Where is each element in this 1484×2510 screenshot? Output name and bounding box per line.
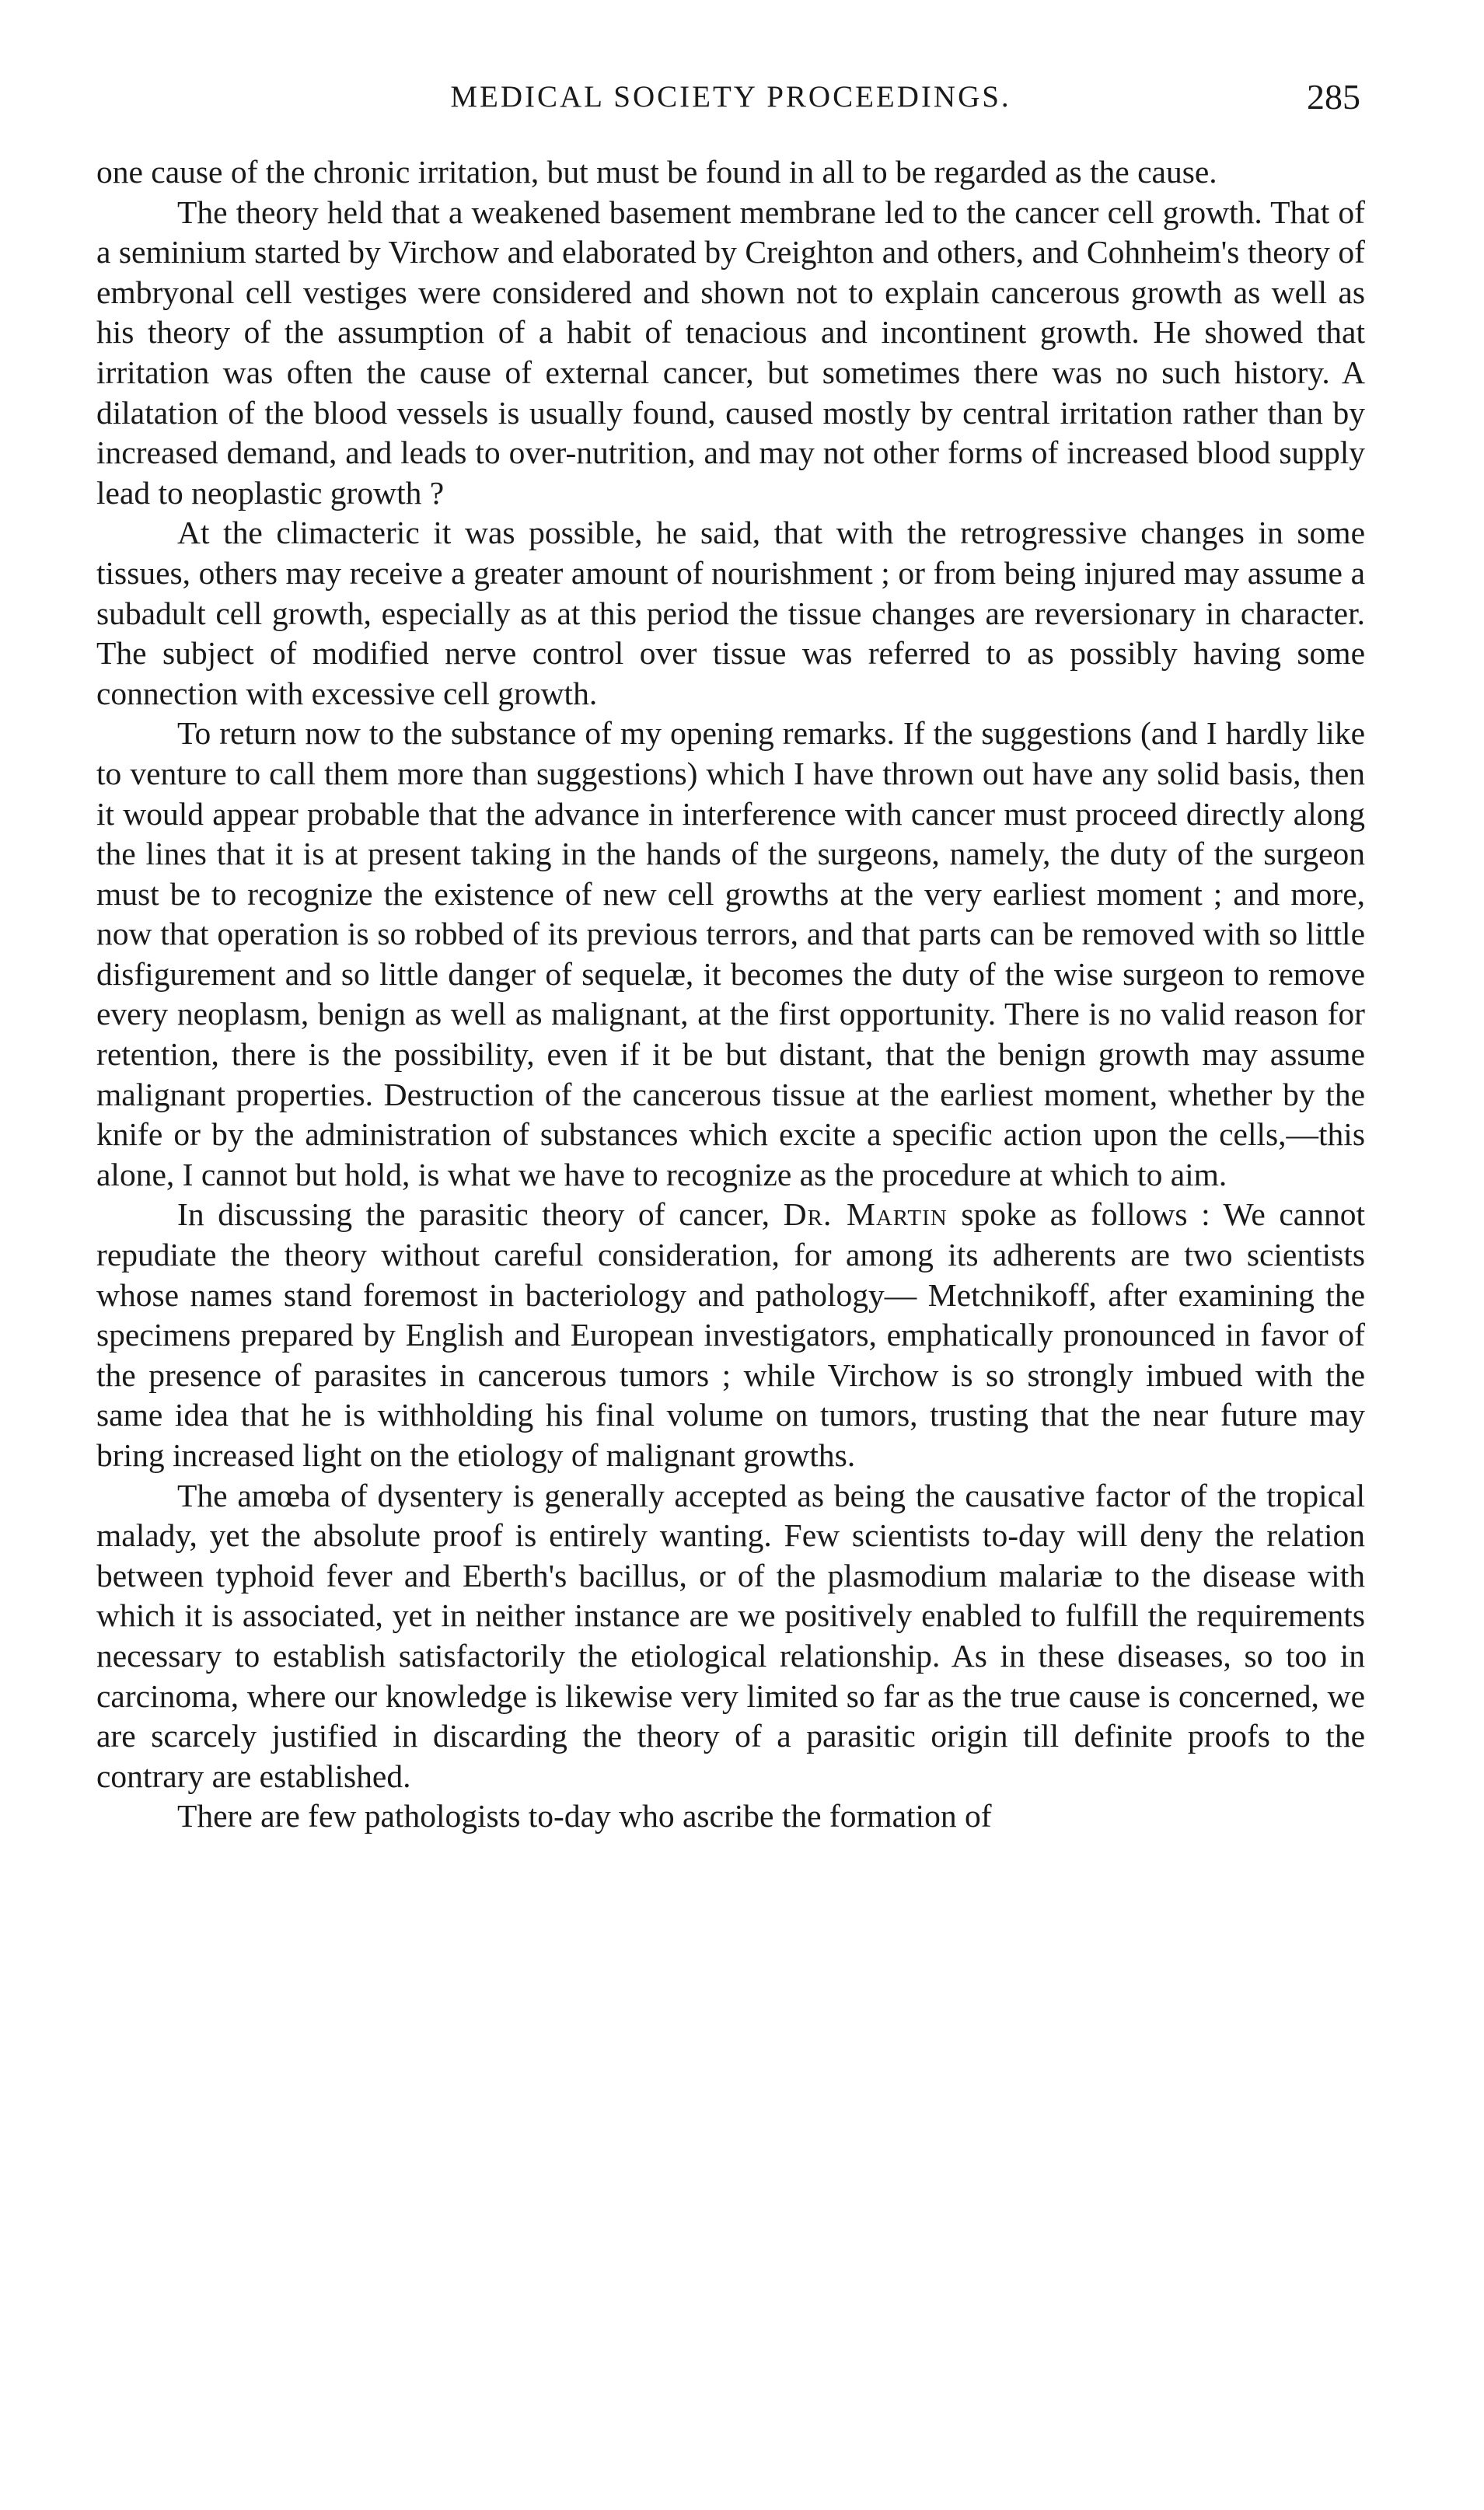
paragraph-text: one cause of the chronic irritation, but must be found in all to be regarded as the cause. [96,154,1217,190]
paragraph-theory [96,193,1365,514]
paragraph-text: To return now to the substance of my opening remarks. If the suggestions (and I hardly like to venture to call them more than suggestions) which I have thrown out have any solid basis, then it would appear probable that the advance in interference with cancer must proceed directly along the lines that it is at present taking in the hands of the surgeons, namely, the duty of the surgeon must be to recognize the existence of new cell growths at the very earliest moment ; and more, now that operation is so robbed of its previous terrors, and that parts can be removed with so little disfigurement and so little danger of sequelæ, it becomes the duty of the wise surgeon to remove every neoplasm, benign as well as malignant, at the first opportunity. There is no valid reason for retention, there is the possibility, even if it be but distant, that the benign growth may assume malignant properties. Destruction of the cancerous tissue at the earliest moment, whether by the knife or by the administration of substances which excite a specific action upon the cells,—this alone, I cannot but hold, is what we have to recognize as the procedure at which to aim. [96,715,1365,1192]
paragraph-parasitic-theory [96,1195,1365,1475]
paragraph-continuation [96,152,1365,193]
running-title: MEDICAL SOCIETY PROCEEDINGS. [450,80,1011,113]
paragraph-text: There are few pathologists to-day who ascribe the formation of [177,1798,992,1834]
paragraph-lead: In discussing the parasitic theory of cancer, [177,1196,784,1233]
paragraph-pathologists [96,1796,1365,1837]
paragraph-text: At the climacteric it was possible, he said, that with the retrogressive changes in some tissues, others may receive a greater amount of nourishment ; or from being injured may assume a subadult cell growth, especially as at this period the tissue changes are reversionary in character. The subject of modified nerve control over tissue was referred to as possibly having some connection with excessive cell growth. [96,515,1365,711]
running-head [101,70,1360,124]
paragraph-text: The theory held that a weakened basement membrane led to the cancer cell growth. That of a seminium started by Virchow and elaborated by Creighton and others, and Cohnheim's theory of embryonal cell vestiges were considered and shown not to explain cancerous growth as well as his theory of the assumption of a habit of tenacious and incontinent growth. He showed that irritation was often the cause of external cancer, but sometimes there was no such history. A dilatation of the blood vessels is usually found, caused mostly by central irritation rather than by increased demand, and leads to over-nutrition, and may not other forms of increased blood supply lead to neoplastic growth ? [96,194,1365,511]
paragraph-climacteric [96,513,1365,714]
body-text [96,152,1365,2453]
paragraph-text: The amœba of dysentery is generally accepted as being the causative factor of the tropical malady, yet the absolute proof is entirely wanting. Few scientists to-day will deny the relation between typhoid fever and Eberth's bacillus, or of the plasmodium malariæ to the disease with which it is associated, yet in neither instance are we positively enabled to fulfill the requirements necessary to establish satisfactorily the etiological relationship. As in these diseases, so too in carcinoma, where our knowledge is likewise very limited so far as the true cause is concerned, we are scarcely justified in discarding the theory of a parasitic origin till definite proofs to the contrary are established. [96,1477,1365,1794]
paragraph-text: spoke as follows : We cannot repudiate the theory without careful consideration, for among its adherents are two scientists whose names stand foremost in bacteriology and pathology— Metchnikoff, after examining the specimens prepared by English and European investigators, emphatically pronounced in favor of the presence of parasites in cancerous tumors ; while Virchow is so strongly imbued with the same idea that he is withholding his final volume on tumors, trusting that the near future may bring increased light on the etiology of malignant growths. [96,1196,1365,1473]
paragraph-amoeba [96,1476,1365,1797]
paragraph-return [96,714,1365,1195]
page-number: 285 [1307,77,1360,117]
speaker-name: Dr. Martin [783,1196,948,1233]
